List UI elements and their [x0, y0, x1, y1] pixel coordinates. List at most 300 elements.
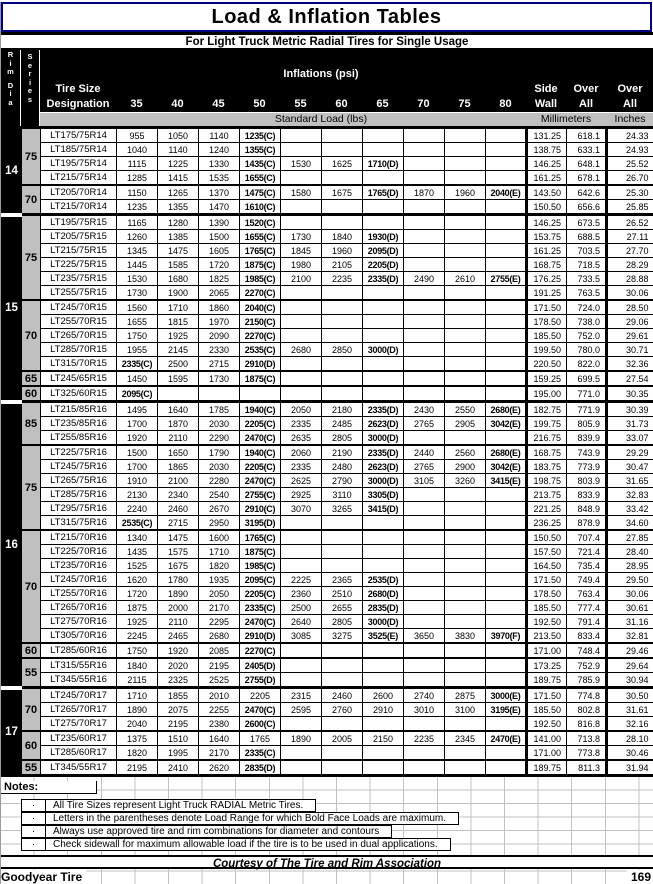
- load-value-cell: [404, 502, 445, 516]
- over-all-mm-cell: 673.5: [567, 215, 607, 230]
- load-value-cell: 1875(C): [240, 258, 281, 272]
- notes-section: [1, 777, 653, 884]
- over-all-mm-cell: 805.9: [567, 417, 607, 431]
- psi-column-header: 65: [362, 96, 403, 112]
- load-value-cell: [404, 258, 445, 272]
- load-value-cell: 2150: [363, 731, 404, 746]
- load-value-cell: [404, 386, 445, 402]
- inflations-label: Inflations (psi): [116, 50, 526, 80]
- load-value-cell: 2130: [117, 488, 158, 502]
- tire-size-cell: LT255/70R16: [41, 587, 117, 601]
- load-value-cell: 1225: [158, 157, 199, 171]
- load-value-cell: [363, 516, 404, 531]
- load-value-cell: 2755(C): [240, 488, 281, 502]
- side-wall-cell: 171.50: [527, 300, 567, 315]
- load-value-cell: [363, 200, 404, 215]
- load-value-cell: 2460: [158, 502, 199, 516]
- side-wall-cell: 150.50: [527, 530, 567, 545]
- over-all-inches-cell: 31.94: [607, 760, 653, 776]
- load-value-cell: 2000: [158, 601, 199, 615]
- load-value-cell: 1730: [117, 286, 158, 301]
- load-value-cell: 1575: [158, 545, 199, 559]
- load-value-cell: 1495: [117, 402, 158, 417]
- load-value-cell: [404, 315, 445, 329]
- load-value-cell: 1840: [322, 230, 363, 244]
- load-value-cell: 1115: [117, 157, 158, 171]
- load-value-cell: [199, 386, 240, 402]
- load-value-cell: 1500: [199, 230, 240, 244]
- tire-size-cell: LT265/70R15: [41, 329, 117, 343]
- load-value-cell: 2480: [322, 460, 363, 474]
- load-value-cell: 1710(D): [363, 157, 404, 171]
- tire-size-cell: LT265/70R16: [41, 601, 117, 615]
- over-all-inches-cell: 30.94: [607, 673, 653, 688]
- load-value-cell: 3100: [445, 703, 486, 717]
- load-value-cell: [322, 329, 363, 343]
- load-value-cell: 2040(E): [486, 185, 527, 200]
- load-value-cell: 2075: [158, 703, 199, 717]
- series-cell: 70: [22, 185, 41, 215]
- load-value-cell: [363, 215, 404, 230]
- tire-row: [2, 643, 653, 658]
- load-value-cell: [363, 760, 404, 776]
- load-value-cell: 2680(E): [486, 445, 527, 460]
- load-value-cell: [445, 658, 486, 673]
- tire-size-cell: LT285/60R17: [41, 746, 117, 761]
- load-value-cell: [363, 386, 404, 402]
- tire-row: [2, 157, 653, 171]
- tire-size-cell: LT255/85R16: [41, 431, 117, 446]
- all-label-mm: All: [566, 97, 606, 112]
- load-value-cell: [281, 329, 322, 343]
- load-value-cell: [404, 516, 445, 531]
- side-wall-cell: 173.25: [527, 658, 567, 673]
- load-value-cell: 1450: [117, 371, 158, 386]
- millimeters-label: Millimeters: [526, 113, 606, 126]
- load-value-cell: 2470(E): [486, 731, 527, 746]
- load-value-cell: [322, 200, 363, 215]
- load-value-cell: 3000(D): [363, 474, 404, 488]
- series-cell: 70: [22, 300, 41, 371]
- load-value-cell: 1890: [281, 731, 322, 746]
- over-all-mm-cell: 735.4: [567, 559, 607, 573]
- load-value-cell: 3415(E): [486, 474, 527, 488]
- load-value-cell: 2925: [281, 488, 322, 502]
- tire-row: [2, 703, 653, 717]
- load-value-cell: 1765: [240, 731, 281, 746]
- load-value-cell: 1340: [117, 530, 158, 545]
- load-value-cell: [445, 545, 486, 559]
- load-value-cell: [486, 746, 527, 761]
- load-value-cell: 1625: [322, 157, 363, 171]
- tire-size-cell: LT265/75R16: [41, 474, 117, 488]
- load-value-cell: [486, 530, 527, 545]
- load-value-cell: 2550: [445, 402, 486, 417]
- load-value-cell: 2195: [117, 760, 158, 776]
- load-value-cell: 3265: [322, 502, 363, 516]
- load-value-cell: 1040: [117, 143, 158, 157]
- tire-size-cell: LT315/75R16: [41, 516, 117, 531]
- side-wall-cell: 168.75: [527, 445, 567, 460]
- over-all-mm-cell: 743.9: [567, 445, 607, 460]
- load-value-cell: 955: [117, 128, 158, 143]
- load-value-cell: 2335(D): [363, 272, 404, 286]
- load-value-cell: 2110: [158, 431, 199, 446]
- load-value-cell: [486, 286, 527, 301]
- side-wall-cell: 183.75: [527, 460, 567, 474]
- load-value-cell: [445, 215, 486, 230]
- side-wall-cell: 131.25: [527, 128, 567, 143]
- load-value-cell: 3195(D): [240, 516, 281, 531]
- load-value-cell: 1820: [117, 746, 158, 761]
- load-value-cell: [445, 343, 486, 357]
- load-value-cell: 1845: [281, 244, 322, 258]
- load-value-cell: 1560: [117, 300, 158, 315]
- over-all-inches-cell: 29.46: [607, 643, 653, 658]
- load-value-cell: [445, 746, 486, 761]
- load-value-cell: 1655: [117, 315, 158, 329]
- tire-row: [2, 171, 653, 186]
- side-wall-cell: 216.75: [527, 431, 567, 446]
- over-all-mm-cell: 822.0: [567, 357, 607, 372]
- load-value-cell: 2235: [404, 731, 445, 746]
- load-value-cell: 1500: [117, 445, 158, 460]
- tire-row: [2, 587, 653, 601]
- tire-row: [2, 143, 653, 157]
- side-wall-cell: 178.50: [527, 315, 567, 329]
- load-value-cell: 1820: [199, 559, 240, 573]
- load-value-cell: 2020: [158, 658, 199, 673]
- load-value-cell: 2095(D): [363, 244, 404, 258]
- page-title-box: [1, 2, 652, 32]
- tire-size-cell: LT235/60R17: [41, 731, 117, 746]
- psi-column-header: 35: [116, 96, 157, 112]
- load-value-cell: [445, 157, 486, 171]
- tire-size-label-line2: Designation: [47, 97, 110, 112]
- load-value-cell: 2100: [281, 272, 322, 286]
- over-all-mm-cell: 811.3: [567, 760, 607, 776]
- load-value-cell: 3275: [322, 629, 363, 644]
- psi-values-row: [116, 96, 526, 112]
- load-value-cell: 1605: [199, 244, 240, 258]
- load-value-cell: [281, 286, 322, 301]
- load-value-cell: [404, 587, 445, 601]
- load-value-cell: 2910(D): [240, 357, 281, 372]
- load-value-cell: 1580: [281, 185, 322, 200]
- over-all-inches-cell: 31.16: [607, 615, 653, 629]
- load-value-cell: [445, 530, 486, 545]
- load-value-cell: 1955: [117, 343, 158, 357]
- note-text: All Tire Sizes represent Light Truck RADIAL Metric Tires.: [46, 800, 315, 811]
- side-wall-cell: 185.50: [527, 329, 567, 343]
- tire-row: [2, 502, 653, 516]
- load-value-cell: 2490: [404, 272, 445, 286]
- series-cell: 70: [22, 688, 41, 732]
- load-value-cell: 2205: [240, 688, 281, 703]
- load-value-cell: 1730: [281, 230, 322, 244]
- load-value-cell: [445, 371, 486, 386]
- load-value-cell: [322, 386, 363, 402]
- load-value-cell: [486, 431, 527, 446]
- wall-label: Wall: [526, 97, 566, 112]
- load-value-cell: [281, 545, 322, 559]
- load-value-cell: 2470(C): [240, 431, 281, 446]
- load-value-cell: [322, 530, 363, 545]
- load-value-cell: 1285: [117, 171, 158, 186]
- load-value-cell: 2835(D): [363, 601, 404, 615]
- load-value-cell: 1510: [158, 731, 199, 746]
- tire-row: [2, 717, 653, 732]
- load-value-cell: [486, 371, 527, 386]
- load-value-cell: [363, 559, 404, 573]
- load-value-cell: [445, 673, 486, 688]
- load-value-cell: [281, 673, 322, 688]
- tire-row: [2, 688, 653, 703]
- over-all-inches-cell: 31.73: [607, 417, 653, 431]
- over-all-mm-cell: 763.5: [567, 286, 607, 301]
- load-value-cell: [486, 300, 527, 315]
- load-value-cell: [486, 157, 527, 171]
- load-value-cell: [404, 760, 445, 776]
- side-wall-cell: 221.25: [527, 502, 567, 516]
- psi-column-header: 60: [321, 96, 362, 112]
- series-cell: 75: [22, 128, 41, 186]
- over-all-inches-cell: 30.71: [607, 343, 653, 357]
- over-all-mm-cell: 618.1: [567, 128, 607, 143]
- load-value-cell: 2535(C): [117, 516, 158, 531]
- load-value-cell: [363, 371, 404, 386]
- load-value-cell: 2270(C): [240, 643, 281, 658]
- load-value-cell: 2670: [199, 502, 240, 516]
- load-value-cell: [363, 329, 404, 343]
- tire-size-cell: LT305/70R16: [41, 629, 117, 644]
- series-column-header: S e r i e s: [21, 50, 39, 126]
- note-row: [1, 795, 653, 808]
- tire-size-cell: LT245/70R17: [41, 688, 117, 703]
- load-value-cell: 2410: [158, 760, 199, 776]
- series-cell: 65: [22, 371, 41, 386]
- load-value-cell: 2900: [445, 460, 486, 474]
- load-value-cell: 1960: [322, 244, 363, 258]
- load-value-cell: 1860: [199, 300, 240, 315]
- tire-size-cell: LT235/85R16: [41, 417, 117, 431]
- note-text: Always use approved tire and rim combinations for diameter and contours: [46, 826, 391, 837]
- load-value-cell: 1870: [158, 417, 199, 431]
- load-value-cell: 1620: [117, 573, 158, 587]
- load-value-cell: 2380: [199, 717, 240, 732]
- load-value-cell: [404, 215, 445, 230]
- over-all-inches-cell: 30.06: [607, 587, 653, 601]
- rim-dia-column-header: R i m D i a: [1, 50, 20, 126]
- load-value-cell: 2205(C): [240, 460, 281, 474]
- tire-size-cell: LT175/75R14: [41, 128, 117, 143]
- load-value-cell: 1280: [158, 215, 199, 230]
- load-value-cell: 2335(D): [363, 402, 404, 417]
- load-value-cell: [486, 643, 527, 658]
- tire-size-cell: LT245/75R16: [41, 460, 117, 474]
- load-value-cell: 2105: [322, 258, 363, 272]
- load-value-cell: 1675: [322, 185, 363, 200]
- load-value-cell: [445, 258, 486, 272]
- load-value-cell: [486, 545, 527, 559]
- load-value-cell: 3085: [281, 629, 322, 644]
- tire-size-cell: LT205/75R15: [41, 230, 117, 244]
- over-all-mm-cell: 724.0: [567, 300, 607, 315]
- load-value-cell: 2110: [158, 615, 199, 629]
- tire-row: [2, 185, 653, 200]
- load-value-cell: 1650: [158, 445, 199, 460]
- load-value-cell: 2460: [322, 688, 363, 703]
- tire-row: [2, 445, 653, 460]
- load-value-cell: 2060: [281, 445, 322, 460]
- load-value-cell: 2190: [322, 445, 363, 460]
- load-value-cell: 1375: [117, 731, 158, 746]
- load-value-cell: 2180: [322, 402, 363, 417]
- load-value-cell: 1585: [158, 258, 199, 272]
- note-text: Check sidewall for maximum allowable load if the tire is to be used in dual applications.: [46, 839, 450, 850]
- side-wall-cell: 189.75: [527, 760, 567, 776]
- load-value-cell: 2755(D): [240, 673, 281, 688]
- over-all-mm-cell: 721.4: [567, 545, 607, 559]
- tire-size-cell: LT195/75R15: [41, 215, 117, 230]
- side-wall-cell: 146.25: [527, 215, 567, 230]
- load-value-cell: 2635: [281, 431, 322, 446]
- load-value-cell: 2470(C): [240, 615, 281, 629]
- tire-size-cell: LT215/70R14: [41, 200, 117, 215]
- load-value-cell: [486, 200, 527, 215]
- load-value-cell: 1815: [158, 315, 199, 329]
- psi-column-header: 45: [198, 96, 239, 112]
- over-all-mm-cell: 713.8: [567, 731, 607, 746]
- load-value-cell: 1970: [199, 315, 240, 329]
- load-value-cell: 2090: [199, 329, 240, 343]
- over-label-mm: Over: [566, 82, 606, 97]
- tire-row: [2, 329, 653, 343]
- load-value-cell: 1985(C): [240, 559, 281, 573]
- load-value-cell: 1475: [158, 244, 199, 258]
- load-value-cell: [486, 171, 527, 186]
- load-inflation-page: [0, 2, 653, 884]
- tire-row: [2, 615, 653, 629]
- load-value-cell: [404, 143, 445, 157]
- load-value-cell: 2050: [199, 587, 240, 601]
- load-value-cell: [486, 587, 527, 601]
- series-cell: 85: [22, 402, 41, 446]
- load-value-cell: [404, 573, 445, 587]
- load-value-cell: 2910: [363, 703, 404, 717]
- load-value-cell: 3000(D): [363, 343, 404, 357]
- load-value-cell: 1520(C): [240, 215, 281, 230]
- tire-row: [2, 530, 653, 545]
- load-value-cell: [281, 200, 322, 215]
- tire-size-label-line1: Tire Size: [55, 82, 100, 97]
- side-wall-cell: 159.25: [527, 371, 567, 386]
- load-value-cell: [486, 244, 527, 258]
- side-wall-cell: 192.50: [527, 615, 567, 629]
- load-value-cell: 2170: [199, 746, 240, 761]
- tire-size-cell: LT265/70R17: [41, 703, 117, 717]
- load-value-cell: 2535(C): [240, 343, 281, 357]
- load-value-cell: [322, 559, 363, 573]
- load-value-cell: 1985(C): [240, 272, 281, 286]
- over-all-inches-cell: 28.88: [607, 272, 653, 286]
- load-value-cell: [486, 386, 527, 402]
- side-wall-cell: 182.75: [527, 402, 567, 417]
- load-value-cell: 3010: [404, 703, 445, 717]
- tire-size-cell: LT195/75R14: [41, 157, 117, 171]
- load-value-cell: 2510: [322, 587, 363, 601]
- over-all-mm-cell: 803.9: [567, 474, 607, 488]
- tire-size-cell: LT315/70R15: [41, 357, 117, 372]
- tire-row: [2, 357, 653, 372]
- load-value-cell: 1610(C): [240, 200, 281, 215]
- load-value-cell: 2050: [281, 402, 322, 417]
- load-value-cell: [445, 357, 486, 372]
- load-value-cell: 2850: [322, 343, 363, 357]
- load-value-cell: [322, 286, 363, 301]
- note-bullet: ·: [22, 800, 46, 811]
- load-value-cell: 1855: [158, 688, 199, 703]
- tire-row: [2, 315, 653, 329]
- load-value-cell: [322, 371, 363, 386]
- load-value-cell: 1050: [158, 128, 199, 143]
- load-value-cell: [486, 559, 527, 573]
- tire-row: [2, 200, 653, 215]
- load-value-cell: 1150: [117, 185, 158, 200]
- tire-size-cell: LT275/70R17: [41, 717, 117, 732]
- tire-row: [2, 272, 653, 286]
- load-value-cell: 1750: [117, 643, 158, 658]
- load-value-cell: [404, 673, 445, 688]
- psi-column-header: 50: [239, 96, 280, 112]
- load-value-cell: 2790: [322, 474, 363, 488]
- tire-row: [2, 386, 653, 402]
- page-footer: [1, 869, 653, 884]
- load-value-cell: [445, 488, 486, 502]
- over-all-inches-cell: 30.61: [607, 601, 653, 615]
- series-cell: 55: [22, 760, 41, 776]
- load-value-cell: [322, 545, 363, 559]
- load-value-cell: [404, 559, 445, 573]
- load-value-cell: [322, 516, 363, 531]
- load-value-cell: 2280: [199, 474, 240, 488]
- load-value-cell: [322, 143, 363, 157]
- over-all-mm-cell: 771.9: [567, 402, 607, 417]
- over-all-inches-cell: 30.35: [607, 386, 653, 402]
- load-value-cell: [158, 386, 199, 402]
- load-value-cell: 1930(D): [363, 230, 404, 244]
- over-all-inches-cell: 29.50: [607, 573, 653, 587]
- load-value-cell: 2470(C): [240, 703, 281, 717]
- load-value-cell: [322, 717, 363, 732]
- load-value-cell: [486, 315, 527, 329]
- load-value-cell: 2950: [199, 516, 240, 531]
- over-all-inches-cell: 28.50: [607, 300, 653, 315]
- load-value-cell: 3070: [281, 502, 322, 516]
- load-value-cell: 2835(D): [240, 760, 281, 776]
- load-value-cell: 1840: [117, 658, 158, 673]
- load-value-cell: 2195: [199, 658, 240, 673]
- rim-diameter-cell: 16: [2, 402, 22, 688]
- load-value-cell: [363, 530, 404, 545]
- load-value-cell: 2655: [322, 601, 363, 615]
- note-bullet: ·: [22, 839, 46, 850]
- over-all-mm-cell: 774.8: [567, 688, 607, 703]
- load-value-cell: 1935: [199, 573, 240, 587]
- load-value-cell: 1940(C): [240, 402, 281, 417]
- load-value-cell: [281, 516, 322, 531]
- load-value-cell: [445, 230, 486, 244]
